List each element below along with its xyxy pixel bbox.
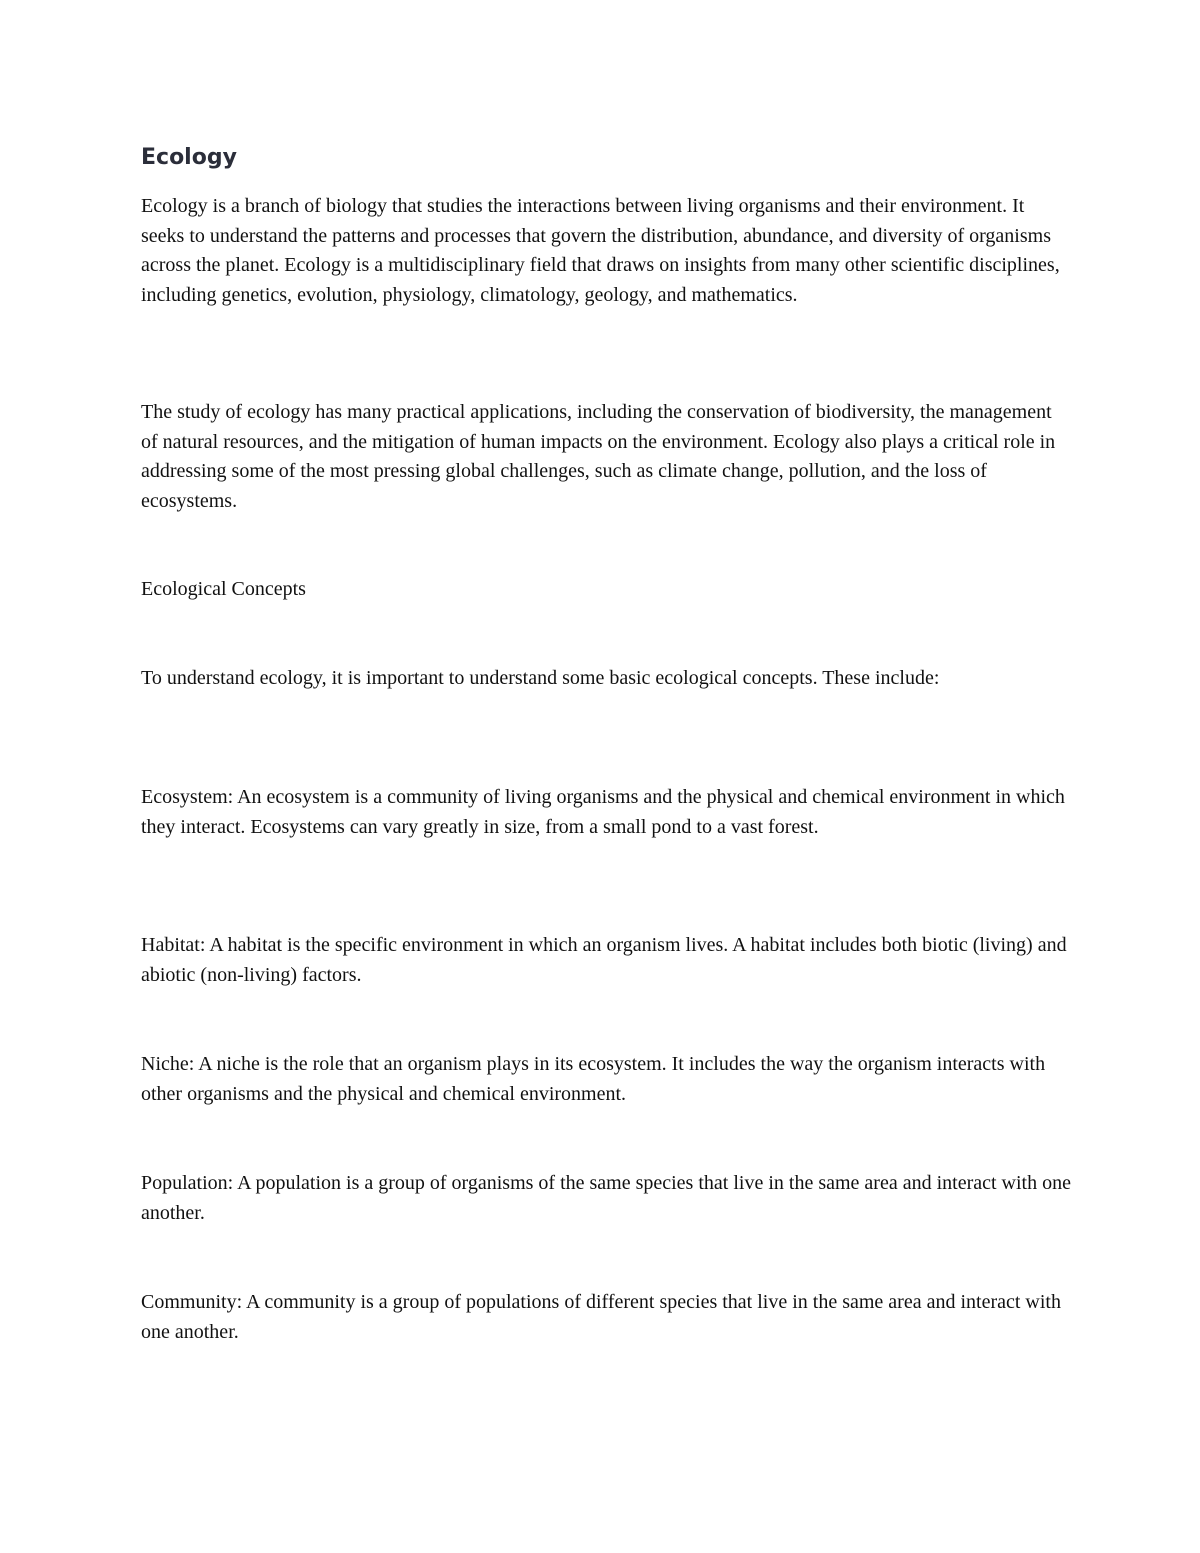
ecosystem-definition: Ecosystem: An ecosystem is a community of living organisms and the physical and chemical environment in which they interact. Ecosystems can vary greatly in size, from a small pond to a vast forest. (141, 786, 1065, 838)
applications-paragraph: The study of ecology has many practical applications, including the conservation of biodiversity, the management of natural resources, and the mitigation of human impacts on the environment. Ecology also plays a critical role in addressing some of the most pressing global challenges, such as climate change, pollution, and the loss of ecosystems. (141, 401, 1056, 512)
niche-definition: Niche: A niche is the role that an organism plays in its ecosystem. It includes the way the organism interacts with other organisms and the physical and chemical environment. (141, 1053, 1046, 1105)
habitat-definition: Habitat: A habitat is the specific environment in which an organism lives. A habitat includes both biotic (living) and abiotic (non-living) factors. (141, 934, 1067, 986)
section-heading-ecological-concepts: Ecological Concepts (141, 578, 306, 600)
population-definition: Population: A population is a group of organisms of the same species that live in the same area and interact with one another. (141, 1172, 1071, 1224)
intro-paragraph: Ecology is a branch of biology that studies the interactions between living organisms and their environment. It seeks to understand the patterns and processes that govern the distribution, abundance, and diversity of organisms across the planet. Ecology is a multidisciplinary field that draws on insights from many other scientific disciplines, including genetics, evolution, physiology, climatology, geology, and mathematics. (141, 195, 1060, 306)
community-definition: Community: A community is a group of populations of different species that live in the same area and interact with one another. (141, 1291, 1061, 1343)
concepts-intro-paragraph: To understand ecology, it is important to understand some basic ecological concepts. These include: (141, 667, 940, 689)
document-title: Ecology (141, 145, 237, 170)
